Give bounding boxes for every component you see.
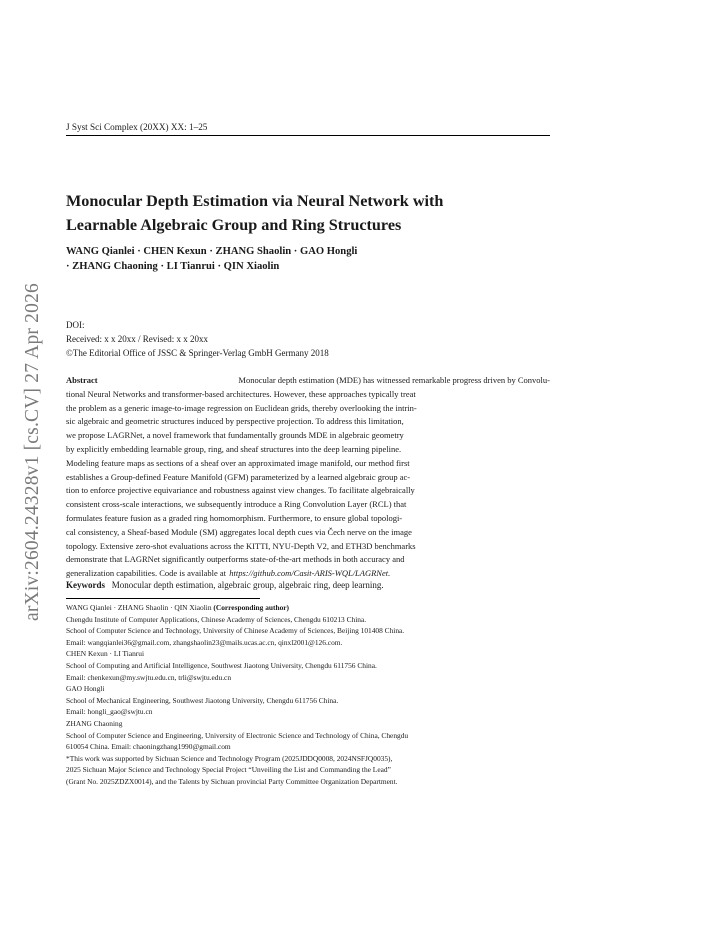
affiliation-line: School of Mechanical Engineering, Southwest Jiaotong University, Chengdu 611756 China.	[66, 695, 339, 705]
abstract-line: sic algebraic and geometric structures induced by perspective projection. To address this limitation,	[66, 416, 404, 427]
email-line: Email: wangqianlei36@gmail.com, zhangshaolin23@mails.ucas.ac.cn, qinxl2001@126.com.	[66, 637, 343, 647]
author-names: CHEN Kexun · LI Tianrui	[66, 649, 145, 659]
abstract-line: consistent cross-scale interactions, we subsequently introduce a Ring Convolution Layer (RCL) that	[66, 499, 407, 510]
abstract-text: Monocular depth estimation (MDE) has witnessed remarkable progress driven by Convolu-	[238, 375, 550, 385]
author-list	[66, 244, 550, 274]
keywords-label: Keywords	[66, 580, 105, 590]
corresponding-names: WANG Qianlei · ZHANG Shaolin · QIN Xiaolin	[66, 603, 212, 612]
corresponding-authors	[66, 602, 550, 614]
arxiv-id: arXiv:2604.24328v1 [cs.CV] 27 Apr 2026	[22, 283, 43, 621]
email-line: 610054 China. Email: chaoningzhang1990@gmail.com	[66, 742, 231, 752]
funding-line: (Grant No. 2025ZDZX0014), and the Talents by Sichuan provincial Party Committee Organization Department.	[66, 776, 398, 786]
email-line: Email: chenkexun@my.swjtu.edu.cn, trli@swjtu.edu.cn	[66, 672, 232, 682]
publication-meta	[66, 319, 550, 360]
abstract-line	[66, 567, 550, 581]
abstract-line: demonstrate that LAGRNet significantly outperforms state-of-the-art methods in both accuracy and	[66, 554, 405, 565]
header-rule	[66, 135, 550, 136]
author-names: GAO Hongli	[66, 684, 105, 694]
abstract-line: tional Neural Networks and transformer-based architectures. However, these approaches typically treat	[66, 388, 416, 399]
abstract-line: establishes a Group-defined Feature Manifold (GFM) parameterized by a learned algebraic group ac-	[66, 471, 411, 482]
corresponding-label: (Corresponding author)	[213, 603, 290, 612]
funding-line: 2025 Sichuan Major Science and Technology Special Project “Unveiling the List and Commanding the Lead”	[66, 765, 391, 775]
code-link[interactable]: https://github.com/Casit-ARIS-WQL/LAGRNet.	[229, 568, 391, 579]
email-line: Email: hongli_gao@swjtu.cn	[66, 707, 153, 717]
title-line: Monocular Depth Estimation via Neural Network with	[66, 192, 444, 210]
abstract-line: topology. Extensive zero-shot evaluations across the KITTI, NYU-Depth V2, and ETH3D benchmarks	[66, 540, 416, 551]
title-line: Learnable Algebraic Group and Ring Structures	[66, 216, 402, 234]
author-line: WANG Qianlei · CHEN Kexun · ZHANG Shaolin · GAO Hongli	[66, 246, 358, 257]
affiliation-line: Chengdu Institute of Computer Applications, Chinese Academy of Sciences, Chengdu 610213 China.	[66, 614, 367, 624]
journal-header: J Syst Sci Complex (20XX) XX: 1–25	[66, 122, 208, 132]
abstract-line: by explicitly embedding learnable group, ring, and sheaf structures into the deep learning pipeline.	[66, 443, 402, 454]
received-dates: Received: x x 20xx / Revised: x x 20xx	[66, 333, 208, 344]
affiliations	[66, 602, 550, 788]
arxiv-stamp	[18, 262, 48, 642]
abstract-line: formulates feature fusion as a graded ring homomorphism. Furthermore, to ensure global topologi-	[66, 512, 403, 523]
affiliation-line: School of Computer Science and Technology, University of Chinese Academy of Sciences, Beijing 101408 China.	[66, 626, 405, 636]
abstract-line: the problem as a generic image-to-image regression on Euclidean grids, thereby overlooking the intrin-	[66, 402, 417, 413]
affiliation-line: School of Computing and Artificial Intelligence, Southwest Jiaotong University, Chengdu 611756 China.	[66, 660, 377, 670]
abstract-text: generalization capabilities. Code is available at	[66, 568, 227, 579]
abstract-line	[66, 374, 550, 388]
footnote-rule	[66, 598, 260, 599]
keywords-text: Monocular depth estimation, algebraic group, algebraic ring, deep learning.	[111, 580, 384, 590]
author-names: ZHANG Chaoning	[66, 718, 123, 728]
keywords	[66, 580, 550, 590]
copyright: ©The Editorial Office of JSSC & Springer-Verlag GmbH Germany 2018	[66, 347, 329, 358]
abstract-line: tion to enforce projective equivariance and robustness against view changes. To facilitate algebraically	[66, 485, 415, 496]
author-line: · ZHANG Chaoning · LI Tianrui · QIN Xiaolin	[66, 261, 280, 272]
funding-line: *This work was supported by Sichuan Science and Technology Program (2025JDDQ0008, 2024NSFJQ0035),	[66, 753, 393, 763]
affiliation-line: School of Computer Science and Engineering, University of Electronic Science and Technology of China, Chengdu	[66, 730, 409, 740]
paper-title	[66, 189, 550, 237]
abstract-line: cal consistency, a Sheaf-based Module (SM) aggregates local depth cues via Čech nerve on the image	[66, 526, 412, 537]
abstract	[66, 374, 550, 581]
doi: DOI:	[66, 320, 85, 330]
abstract-line: Modeling feature maps as sections of a sheaf over an approximated image manifold, our method first	[66, 457, 410, 468]
abstract-line: we propose LAGRNet, a novel framework that fundamentally grounds MDE in algebraic geometry	[66, 430, 404, 441]
abstract-label: Abstract	[66, 375, 98, 385]
